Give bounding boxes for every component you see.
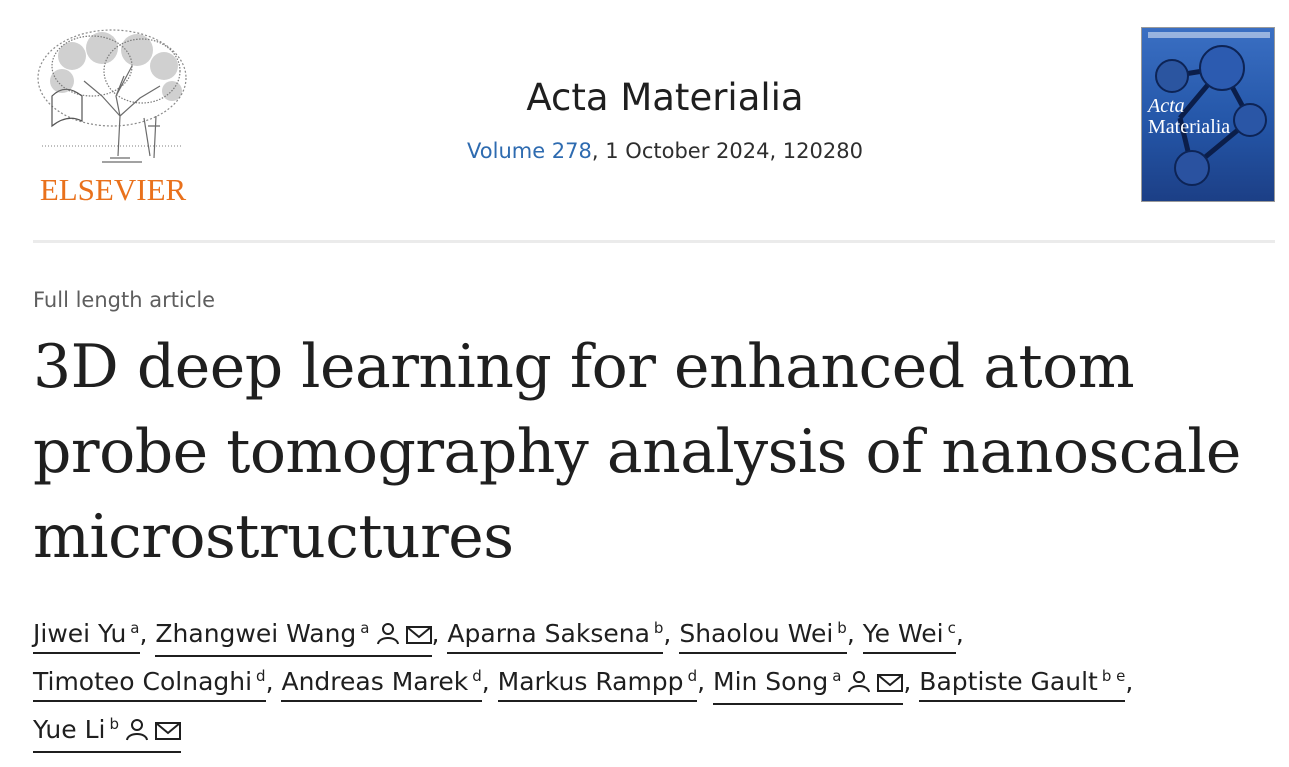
journal-title-link[interactable]: Acta Materialia: [526, 76, 804, 119]
article-type-label: Full length article: [33, 288, 216, 312]
affiliation-marker: a: [360, 619, 370, 637]
author-separator: ,: [431, 619, 440, 648]
author-link[interactable]: [713, 659, 903, 705]
author-name: Min Song: [713, 667, 829, 696]
author-separator: ,: [481, 667, 490, 696]
affiliation-marker: b: [837, 619, 847, 637]
author-separator: ,: [265, 667, 274, 696]
header-divider: [33, 240, 1275, 243]
article-header: [0, 0, 1289, 222]
cover-title-line2: Materialia: [1148, 116, 1231, 138]
volume-link[interactable]: Volume 278: [467, 138, 592, 163]
affiliation-marker: d: [687, 667, 698, 685]
author-separator: ,: [846, 619, 855, 648]
author-link[interactable]: [33, 611, 140, 654]
author-name: Ye Wei: [862, 619, 944, 648]
affiliation-marker: a: [130, 619, 140, 637]
elsevier-logo[interactable]: [32, 26, 194, 206]
author-link[interactable]: [919, 659, 1125, 702]
issue-line: [400, 139, 930, 164]
elsevier-wordmark: ELSEVIER: [39, 172, 187, 207]
article-title: [33, 325, 1273, 580]
author-link[interactable]: [498, 659, 697, 702]
journal-info: [400, 78, 930, 164]
author-link[interactable]: [155, 611, 431, 657]
title-line: microstructures: [33, 502, 514, 572]
envelope-icon: [406, 620, 432, 654]
author-name: Jiwei Yu: [33, 619, 127, 648]
affiliation-marker: d: [472, 667, 482, 685]
issue-details: , 1 October 2024, 120280: [591, 138, 863, 163]
journal-cover-image[interactable]: [1141, 27, 1275, 202]
affiliation-marker: a: [832, 667, 842, 685]
author-link[interactable]: [679, 611, 846, 654]
author-separator: ,: [1125, 667, 1134, 696]
cover-title: [1148, 96, 1230, 138]
author-line: [33, 610, 1273, 658]
author-separator: ,: [663, 619, 672, 648]
person-icon: [847, 668, 871, 702]
person-icon: [376, 620, 400, 654]
author-name: Aparna Saksena: [447, 619, 650, 648]
author-link[interactable]: [33, 707, 181, 753]
author-name: Andreas Marek: [281, 667, 469, 696]
author-link[interactable]: [33, 659, 266, 702]
author-name: Yue Li: [33, 715, 106, 744]
author-separator: ,: [139, 619, 148, 648]
author-name: Baptiste Gault: [919, 667, 1098, 696]
title-line: probe tomography analysis of nanoscale: [33, 417, 1241, 487]
affiliation-marker: b e: [1101, 667, 1126, 685]
affiliation-marker: b: [653, 619, 664, 637]
author-line: [33, 658, 1273, 706]
author-link[interactable]: [281, 659, 481, 702]
author-name: Timoteo Colnaghi: [33, 667, 253, 696]
author-line: [33, 706, 1273, 754]
author-separator: ,: [903, 667, 912, 696]
tree-icon: [32, 26, 194, 166]
affiliation-marker: c: [947, 619, 956, 637]
author-name: Zhangwei Wang: [155, 619, 357, 648]
author-separator: ,: [955, 619, 964, 648]
author-name: Markus Rampp: [497, 667, 684, 696]
affiliation-marker: b: [109, 715, 119, 733]
author-link[interactable]: [447, 611, 663, 654]
cover-title-line1: Acta: [1148, 95, 1185, 117]
author-name: Shaolou Wei: [679, 619, 834, 648]
person-icon: [125, 716, 149, 750]
title-line: 3D deep learning for enhanced atom: [33, 332, 1135, 402]
envelope-icon: [155, 716, 181, 750]
author-link[interactable]: [863, 611, 956, 654]
author-separator: ,: [697, 667, 706, 696]
author-list: [33, 610, 1273, 754]
envelope-icon: [877, 668, 903, 702]
affiliation-marker: d: [256, 667, 266, 685]
